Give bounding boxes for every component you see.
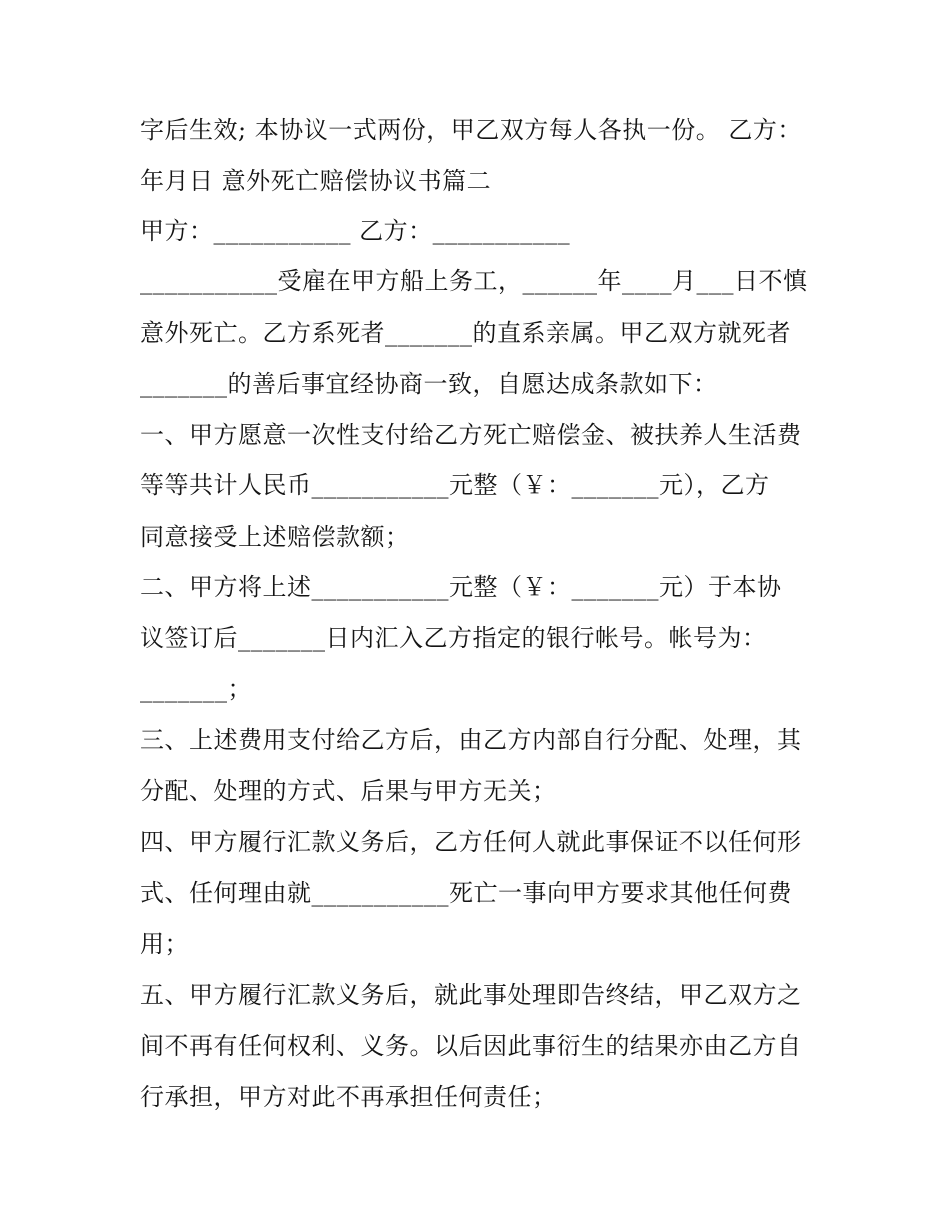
text-line: 一、甲方愿意一次性支付给乙方死亡赔偿金、被扶养人生活费 xyxy=(140,421,802,449)
text-line: 五、甲方履行汇款义务后，就此事处理即告终结，甲乙双方之 xyxy=(140,981,802,1009)
text-line: 三、上述费用支付给乙方后，由乙方内部自行分配、处理，其 xyxy=(140,726,802,754)
text-line: _______的善后事宜经协商一致，自愿达成条款如下： xyxy=(140,370,718,398)
text-line: 四、甲方履行汇款义务后，乙方任何人就此事保证不以任何形 xyxy=(140,828,802,856)
text-line: 意外死亡。乙方系死者_______的直系亲属。甲乙双方就死者 xyxy=(140,319,791,347)
text-line: 字后生效; 本协议一式两份，甲乙双方每人各执一份。 乙方： xyxy=(140,116,802,144)
text-line: 分配、处理的方式、后果与甲方无关； xyxy=(140,777,557,805)
text-line: 同意接受上述赔偿款额； xyxy=(140,523,410,551)
text-line: 间不再有任何权利、义务。以后因此事衍生的结果亦由乙方自 xyxy=(140,1032,802,1060)
text-line: 年月日 意外死亡赔偿协议书篇二 xyxy=(140,167,492,195)
text-line: _______； xyxy=(140,675,252,703)
text-line: 行承担，甲方对此不再承担任何责任； xyxy=(140,1083,557,1111)
text-line: 用； xyxy=(140,930,189,958)
text-line: 甲方：___________ 乙方：___________ xyxy=(140,217,571,245)
text-line: 议签订后_______日内汇入乙方指定的银行帐号。帐号为： xyxy=(140,624,767,652)
text-line: 式、任何理由就___________死亡一事向甲方要求其他任何费 xyxy=(140,879,792,907)
text-line: 等等共计人民币___________元整（￥：_______元），乙方 xyxy=(140,471,770,499)
text-line: 二、甲方将上述___________元整（￥：_______元）于本协 xyxy=(140,573,782,601)
text-line: ___________受雇在甲方船上务工，______年____月___日不慎 xyxy=(140,267,808,295)
